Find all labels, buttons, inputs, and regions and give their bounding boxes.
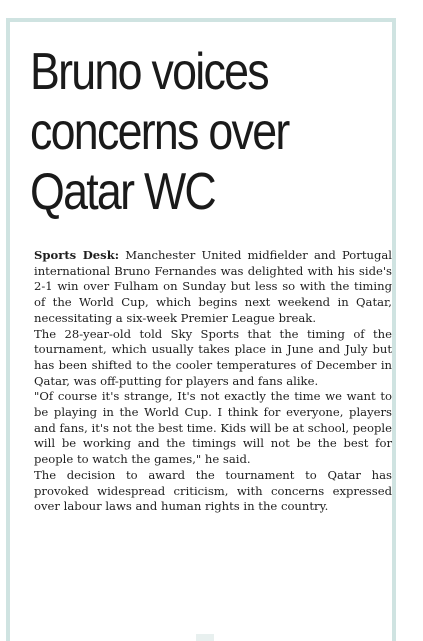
headline-line-1: Bruno voices (30, 43, 268, 101)
headline-line-2: concerns over (30, 103, 289, 161)
paragraph-4: The decision to award the tournament to Qatar has provoked widespread criticism, with concerns expressed over labour laws and human rights in the country. (34, 467, 392, 514)
paragraph-1-text: Manchester United midfielder and Portugal international Bruno Fernandes was delighted with his side's 2-1 win over Fulham on Sunday but less so with the timing of the World Cup, which begins next weekend in Qatar, necessitating a six-week Premier League break. (34, 248, 392, 325)
headline-line-3: Qatar WC (30, 163, 216, 221)
paragraph-3: "Of course it's strange, It's not exactly the time we want to be playing in the World Cup. I think for everyone, players and fans, it's not the best time. Kids will be at school, people will be working and the timings will not be the best for people to watch the games," he said. (34, 389, 392, 467)
article-body (34, 248, 392, 515)
headline (30, 42, 340, 222)
dateline: Sports Desk: (34, 248, 120, 262)
bottom-edge-mark (196, 634, 214, 641)
paragraph-1 (34, 248, 392, 327)
paragraph-2: The 28-year-old told Sky Sports that the timing of the tournament, which usually takes place in June and July but has been shifted to the cooler temperatures of December in Qatar, was off-putting for players and fans alike. (34, 326, 392, 388)
